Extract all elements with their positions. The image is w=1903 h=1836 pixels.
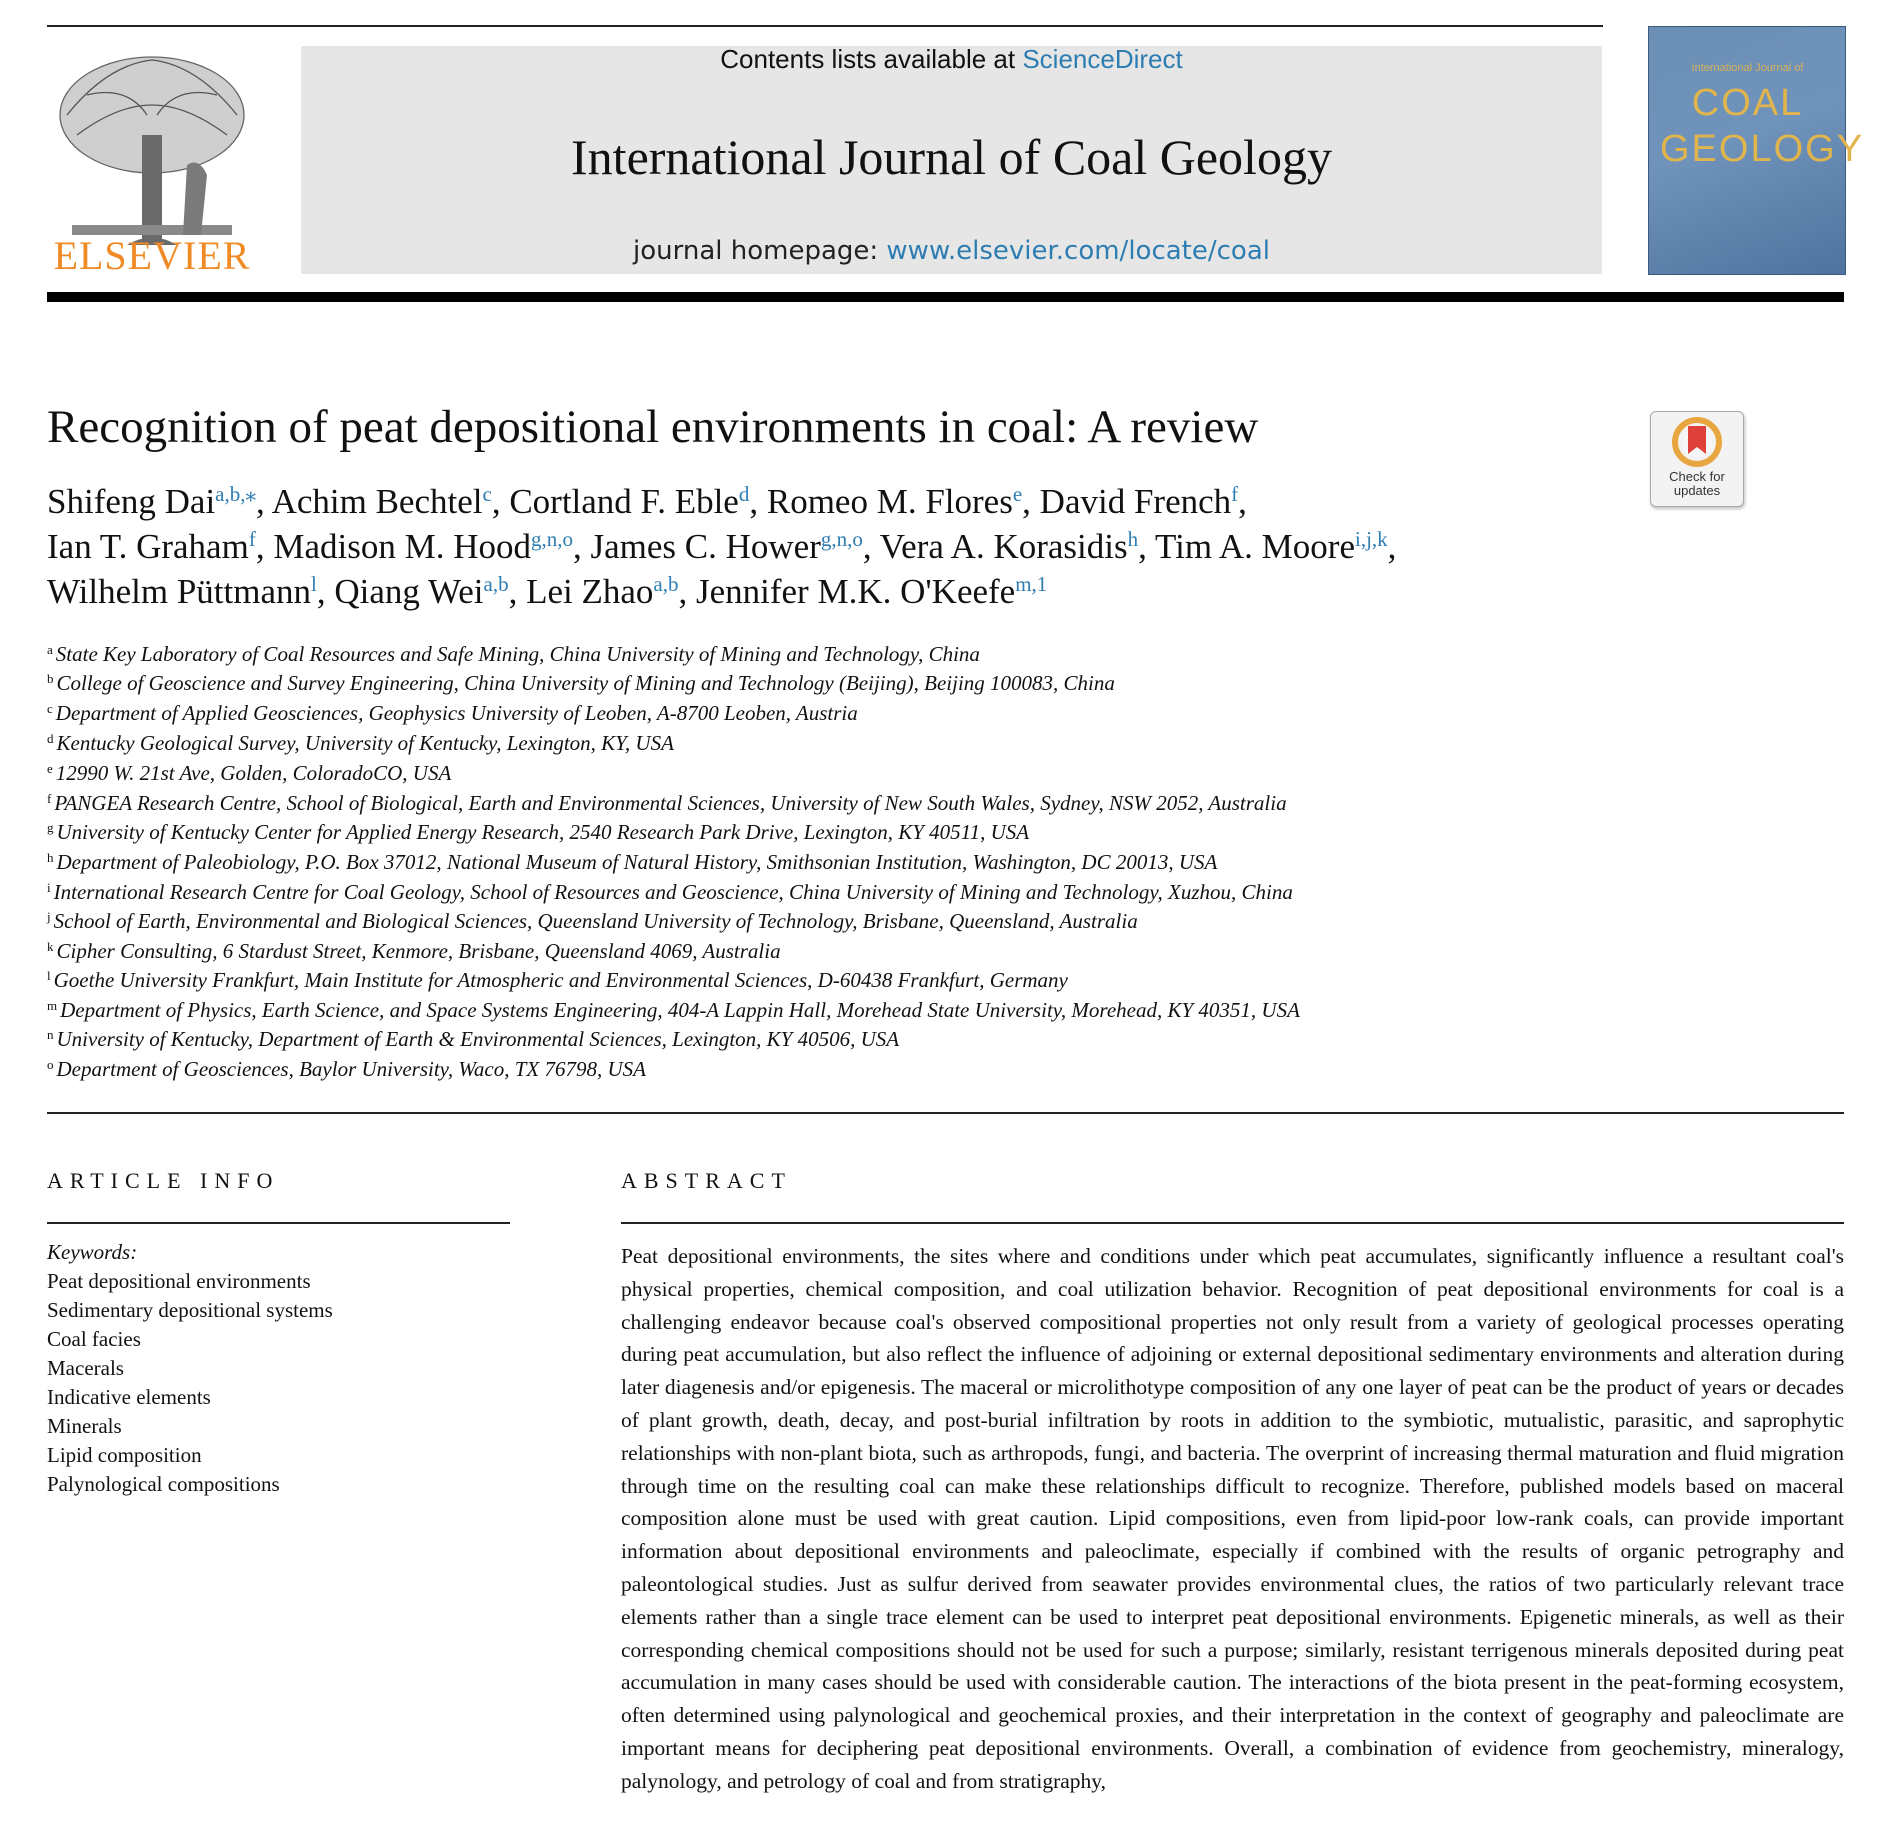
affiliation-key: c: [47, 701, 53, 716]
author-separator: ,: [1138, 527, 1147, 566]
affiliation-e: [47, 761, 451, 786]
affiliation-l: [47, 968, 1068, 993]
abstract-body: Peat depositional environments, the sites where and conditions under which peat accumulates, significantly influence a resultant coal's physical properties, chemical composition, and coal utilization behavior. Recognition of peat depositional environments for coal is a challenging endeavor because coal's observed compositional properties not only result from a variety of geological processes operating during peat accumulation, but also reflect the influence of adjoining or external depositional sedimentary environments and alteration during later diagenesis and/or epigenesis. The maceral or microlithotype composition of any one layer of peat can be the product of years or decades of plant growth, death, decay, and post-burial infiltration by roots in addition to the symbiotic, mutualistic, parasitic, and saprophytic relationships with non-plant biota, such as arthropods, fungi, and bacteria. The overprint of increasing thermal maturation and fluid migration through time on the resulting coal can make these relationships difficult to recognize. Therefore, published models based on maceral composition alone must be used with great caution. Lipid compositions, even from lipid-poor low-rank coals, can provide important information about depositional environments and paleoclimate, especially if combined with the results of organic petrography and paleontological studies. Just as sulfur derived from seawater provides environmental clues, the ratios of two particularly relevant trace elements rather than a single trace element can be used to interpret peat depositional environments. Epigenetic minerals, as well as their corresponding chemical compositions should not be used for such a purpose; similarly, resistant terrigenous minerals deposited during peat accumulation in many cases should be used with considerable caution. The interactions of the biota present in the peat-forming ecosystem, often determined using palynological and geochemical proxies, and their interpretation in the context of geography and paleoclimate are important means for deciphering peat depositional environments. Overall, a combination of evidence from geochemistry, mineralogy, palynology, and petrology of coal and from stratigraphy,: [621, 1244, 1844, 1793]
author-name[interactable]: Madison M. Hood: [273, 527, 531, 566]
keyword-item: Peat depositional environments: [47, 1269, 311, 1293]
header-thick-rule: [47, 292, 1844, 302]
author-separator: ,: [572, 527, 582, 566]
author-affiliation-sup[interactable]: f: [248, 527, 256, 551]
author-affiliation-sup[interactable]: f: [1231, 482, 1239, 506]
elsevier-wordmark: ELSEVIER: [53, 233, 251, 278]
author-affiliation-sup[interactable]: a,b,⁎: [215, 482, 256, 506]
author-name[interactable]: Qiang Wei: [334, 572, 484, 611]
affiliation-text: Department of Physics, Earth Science, and Space Systems Engineering, 404-A Lappin Hall, Morehead State University, Morehead, KY 40351, USA: [60, 998, 1300, 1022]
affiliation-key: e: [47, 761, 53, 776]
author-separator: ,: [255, 527, 265, 566]
affiliation-text: School of Earth, Environmental and Biological Sciences, Queensland University of Technology, Brisbane, Queensland, Australia: [53, 909, 1138, 933]
keyword-item: Macerals: [47, 1356, 124, 1380]
article-title: Recognition of peat depositional environments in coal: A review: [47, 401, 1259, 453]
author-name[interactable]: James C. Hower: [590, 527, 821, 566]
keyword-item: Lipid composition: [47, 1443, 202, 1467]
sciencedirect-link[interactable]: ScienceDirect: [1022, 44, 1183, 74]
affiliation-g: [47, 820, 1029, 845]
affiliation-d: [47, 731, 674, 756]
keyword-item: Palynological compositions: [47, 1472, 280, 1496]
affiliation-h: [47, 850, 1217, 875]
keyword-item: Indicative elements: [47, 1385, 211, 1409]
author-separator: ,: [1387, 527, 1397, 566]
author-name[interactable]: Shifeng Dai: [47, 482, 216, 521]
homepage-prefix: journal homepage:: [633, 236, 879, 266]
affiliation-c: [47, 701, 858, 726]
author-name[interactable]: Wilhelm Püttmann: [47, 572, 311, 611]
cover-title-line2: GEOLOGY: [1660, 128, 1865, 170]
affiliation-text: College of Geoscience and Survey Engineering, China University of Mining and Technology (Beijing), Beijing 100083, China: [56, 671, 1115, 695]
abstract-heading: ABSTRACT: [621, 1168, 792, 1193]
author-affiliation-sup[interactable]: e: [1012, 482, 1023, 506]
affiliation-key: i: [47, 880, 51, 895]
author-name[interactable]: Achim Bechtel: [271, 482, 483, 521]
affiliation-m: [47, 998, 1300, 1023]
affiliation-key: g: [47, 820, 54, 835]
author-line-1: [47, 482, 1247, 522]
affiliation-i: [47, 880, 1293, 905]
affiliation-key: m: [47, 998, 58, 1013]
affiliation-k: [47, 939, 781, 964]
author-separator: ,: [256, 482, 265, 521]
author-affiliation-sup[interactable]: m,1: [1015, 572, 1048, 596]
author-separator: ,: [491, 482, 501, 521]
author-separator: ,: [508, 572, 518, 611]
affiliation-text: International Research Centre for Coal Geology, School of Resources and Geoscience, China University of Mining and Technology, Xuzhou, China: [53, 880, 1293, 904]
affiliation-text: Department of Applied Geosciences, Geophysics University of Leoben, A-8700 Leoben, Austria: [55, 701, 858, 725]
author-affiliation-sup[interactable]: h: [1127, 527, 1139, 551]
author-name[interactable]: David French: [1039, 482, 1232, 521]
author-separator: ,: [862, 527, 872, 566]
affiliation-key: a: [47, 642, 53, 657]
affiliation-key: o: [47, 1057, 54, 1072]
check-for-updates-label: [1650, 470, 1744, 498]
affiliation-text: Department of Paleobiology, P.O. Box 37012, National Museum of Natural History, Smithsonian Institution, Washington, DC 20013, USA: [56, 850, 1218, 874]
keywords-label: Keywords:: [47, 1240, 138, 1264]
author-affiliation-sup[interactable]: l: [311, 572, 317, 596]
author-line-3: [47, 572, 1047, 612]
check-updates-line1: Check for: [1669, 469, 1725, 484]
affiliation-key: k: [47, 939, 54, 954]
author-separator: ,: [1238, 482, 1247, 521]
author-separator: ,: [749, 482, 759, 521]
keyword-item: Minerals: [47, 1414, 122, 1438]
affiliation-text: Department of Geosciences, Baylor University, Waco, TX 76798, USA: [56, 1057, 646, 1081]
author-name[interactable]: Jennifer M.K. O'Keefe: [695, 572, 1016, 611]
author-separator: ,: [1022, 482, 1031, 521]
affiliation-text: PANGEA Research Centre, School of Biological, Earth and Environmental Sciences, University of New South Wales, Sydney, NSW 2052, Australia: [54, 791, 1287, 815]
contents-line: [301, 44, 1602, 75]
keyword-item: Sedimentary depositional systems: [47, 1298, 333, 1322]
homepage-line: [301, 236, 1602, 266]
affiliation-key: h: [47, 850, 54, 865]
article-info-heading: ARTICLE INFO: [47, 1168, 280, 1193]
author-name[interactable]: Ian T. Graham: [47, 527, 249, 566]
affiliation-text: State Key Laboratory of Coal Resources and Safe Mining, China University of Mining and Technology, China: [55, 642, 980, 666]
affiliation-text: 12990 W. 21st Ave, Golden, ColoradoCO, USA: [55, 761, 452, 785]
affiliation-a: [47, 642, 980, 667]
cover-small-text: International Journal of: [1691, 62, 1804, 74]
affiliation-text: University of Kentucky, Department of Earth & Environmental Sciences, Lexington, KY 40506, USA: [56, 1027, 900, 1051]
cover-title-line1: COAL: [1691, 82, 1804, 124]
affiliation-b: [47, 671, 1115, 696]
author-name[interactable]: Tim A. Moore: [1154, 527, 1355, 566]
affiliations-rule: [47, 1112, 1844, 1114]
affiliation-text: Kentucky Geological Survey, University of Kentucky, Lexington, KY, USA: [56, 731, 674, 755]
affiliation-key: b: [47, 671, 54, 686]
abstract-rule: [621, 1222, 1844, 1224]
top-rule: [47, 25, 1603, 27]
author-affiliation-sup[interactable]: a,b: [483, 572, 509, 596]
homepage-link[interactable]: www.elsevier.com/locate/coal: [886, 236, 1270, 266]
author-affiliation-sup[interactable]: d: [738, 482, 750, 506]
affiliation-f: [47, 791, 1287, 816]
affiliation-n: [47, 1027, 899, 1052]
affiliation-key: j: [47, 909, 51, 924]
affiliation-text: University of Kentucky Center for Applied Energy Research, 2540 Research Park Drive, Lexington, KY 40511, USA: [56, 820, 1030, 844]
bookmark-icon: [1651, 412, 1743, 468]
keyword-item: Coal facies: [47, 1327, 141, 1351]
affiliation-j: [47, 909, 1138, 934]
author-name[interactable]: Cortland F. Eble: [509, 482, 739, 521]
affiliation-o: [47, 1057, 646, 1082]
affiliation-key: d: [47, 731, 54, 746]
affiliation-key: n: [47, 1027, 54, 1042]
author-affiliation-sup[interactable]: g,n,o: [820, 527, 863, 551]
check-updates-line2: updates: [1673, 483, 1721, 498]
author-affiliation-sup[interactable]: g,n,o: [530, 527, 573, 551]
journal-title: International Journal of Coal Geology: [571, 129, 1332, 185]
author-affiliation-sup[interactable]: a,b: [653, 572, 679, 596]
article-info-rule: [47, 1222, 510, 1224]
contents-prefix: Contents lists available at: [720, 44, 1016, 74]
affiliation-key: l: [47, 968, 51, 983]
author-line-2: [47, 527, 1396, 567]
affiliation-text: Goethe University Frankfurt, Main Institute for Atmospheric and Environmental Sciences, D-60438 Frankfurt, Germany: [53, 968, 1068, 992]
author-name[interactable]: Lei Zhao: [526, 572, 654, 611]
affiliation-key: f: [47, 791, 52, 806]
author-affiliation-sup[interactable]: c: [482, 482, 492, 506]
affiliation-text: Cipher Consulting, 6 Stardust Street, Kenmore, Brisbane, Queensland 4069, Australia: [56, 939, 781, 963]
author-name[interactable]: Vera A. Korasidis: [879, 527, 1128, 566]
author-separator: ,: [316, 572, 326, 611]
author-affiliation-sup[interactable]: i,j,k: [1355, 527, 1388, 551]
author-name[interactable]: Romeo M. Flores: [766, 482, 1013, 521]
author-separator: ,: [678, 572, 688, 611]
